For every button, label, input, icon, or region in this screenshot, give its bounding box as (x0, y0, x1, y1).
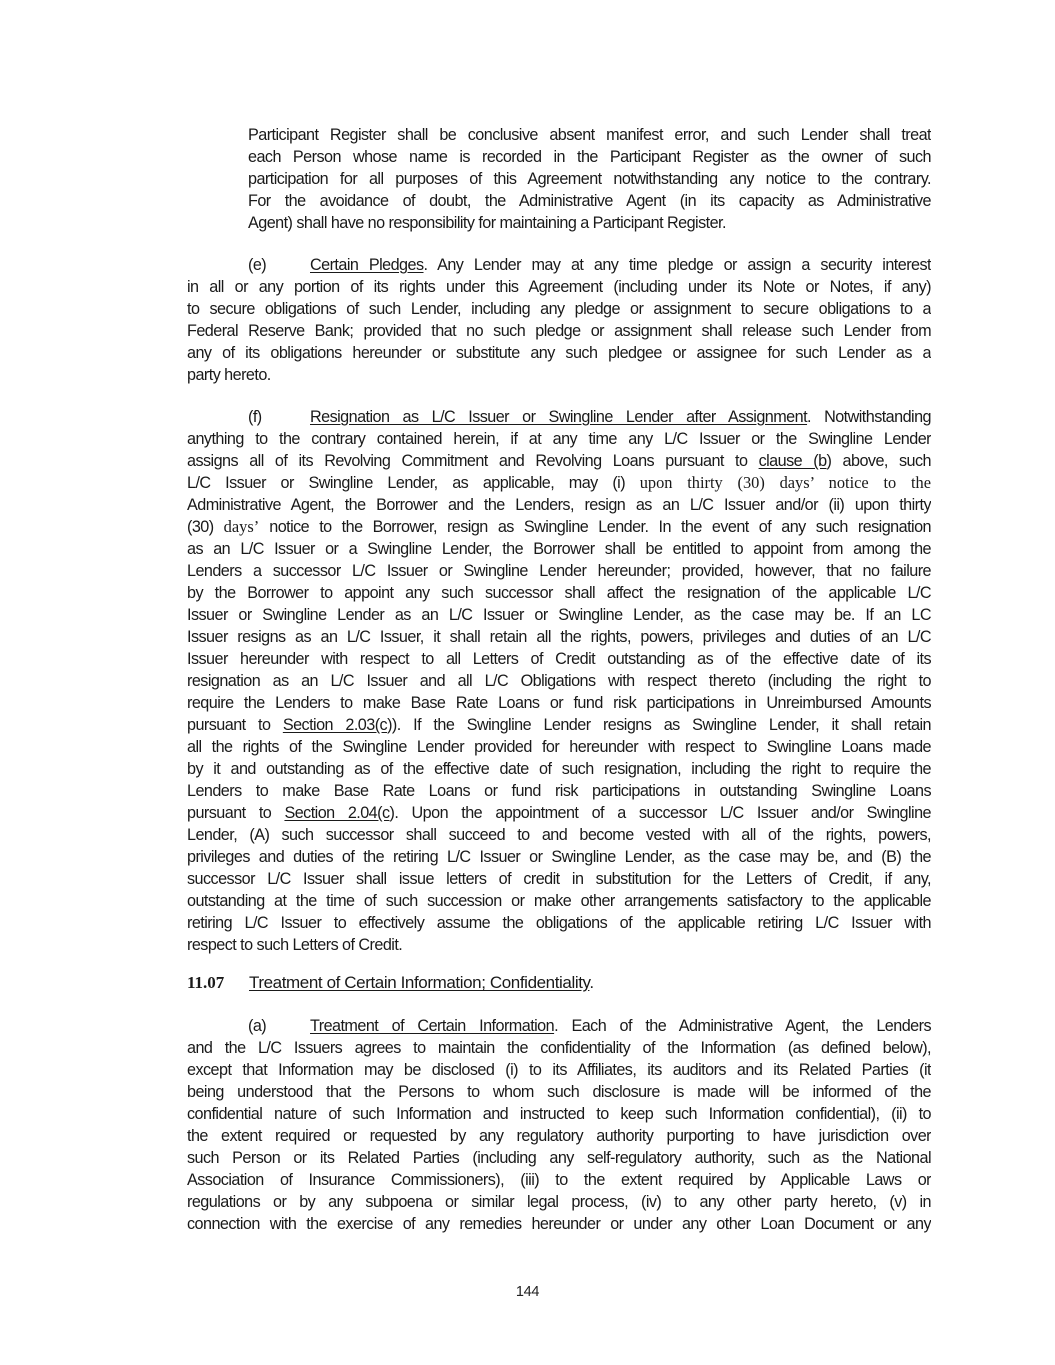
text-run: (30) (187, 518, 224, 536)
section-heading-11-07 (187, 971, 594, 995)
text-line: each Person whose name is recorded in the Participant Register as the owner of such (248, 148, 931, 166)
text-run: . Notwithstanding (807, 408, 931, 426)
text-run: assigns all of its Revolving Commitment and Revolving Loans pursuant to (187, 452, 759, 470)
text-line: Federal Reserve Bank; provided that no such pledge or assignment shall release such Lender from (187, 322, 931, 340)
text-line: retiring L/C Issuer to effectively assume the obligations of the applicable retiring L/C Issuer with (187, 914, 931, 932)
section-a-label: (a) (248, 1017, 267, 1035)
text-run: ). Upon the appointment of a successor L/C Issuer and/or Swingline (389, 804, 931, 822)
text-line: Participant Register shall be conclusive absent manifest error, and such Lender shall treat (248, 126, 931, 144)
text-line: Lender, (A) such successor shall succeed to and become vested with all of the rights, powers, (187, 826, 931, 844)
text-line: all the rights of the Swingline Lender provided for hereunder with respect to Swingline Loans made (187, 738, 931, 756)
section-number: 11.07 (187, 973, 225, 992)
text-line: being understood that the Persons to whom such disclosure is made will be informed of the (187, 1083, 931, 1101)
text-line: participation for all purposes of this Agreement notwithstanding any notice to the contrary. (248, 170, 931, 188)
text-line: and the L/C Issuers agrees to maintain the confidentiality of the Information (as defined below), (187, 1039, 931, 1057)
text-line: privileges and duties of the retiring L/C Issuer or Swingline Lender, as the case may be, and (B) the (187, 848, 931, 866)
text-line: Lenders a successor L/C Issuer or Swingline Lender hereunder; provided, however, that no failure (187, 562, 931, 580)
text-line (187, 714, 931, 736)
text-run: notice to the Borrower, resign as Swingline Lender. In the event of any such resignation (259, 518, 931, 536)
text-line: For the avoidance of doubt, the Administrative Agent (in its capacity as Administrative (248, 192, 931, 210)
text-run: ) above, such (826, 452, 931, 470)
text-line: regulations or by any subpoena or similar legal process, (iv) to any other party hereto, (v) in (187, 1193, 931, 1211)
text-line: Agent) shall have no responsibility for maintaining a Participant Register. (248, 214, 726, 232)
page-number: 144 (515, 1284, 540, 1300)
section-a-first-line (248, 1015, 931, 1037)
text-line: connection with the exercise of any remedies hereunder or under any other Loan Document or any (187, 1215, 931, 1233)
text-line: respect to such Letters of Credit. (187, 936, 403, 954)
section-a-title: Treatment of Certain Information (310, 1017, 555, 1035)
text-run-serif: days’ (223, 517, 260, 536)
text-line: such Person or its Related Parties (including any self-regulatory authority, such as the National (187, 1149, 931, 1167)
text-line (187, 802, 931, 824)
text-line: to secure obligations of such Lender, including any pledge or assignment to secure obligations to a (187, 300, 931, 318)
text-line: by the Borrower to appoint any such successor shall affect the resignation of the applicable L/C (187, 584, 931, 602)
text-line: in all or any portion of its rights under this Agreement (including under its Note or Notes, if any) (187, 278, 931, 296)
section-f-title: Resignation as L/C Issuer or Swingline Lender after Assignment (310, 408, 808, 426)
text-line: except that Information may be disclosed (i) to its Affiliates, its auditors and its Related Parties (it (187, 1061, 931, 1079)
text-line: Issuer or Swingline Lender as an L/C Issuer or Swingline Lender, as the case may be. If an LC (187, 606, 931, 624)
section-title: Treatment of Certain Information; Confidentiality (249, 973, 590, 992)
text-line (187, 450, 931, 472)
text-line: the extent required or requested by any regulatory authority purporting to have jurisdiction over (187, 1127, 931, 1145)
section-2-04c-link[interactable]: Section 2.04(c (284, 804, 390, 822)
text-run: . Any Lender may at any time pledge or assign a security interest (423, 256, 931, 274)
section-e-title: Certain Pledges (310, 256, 424, 274)
text-line: as an L/C Issuer or a Swingline Lender, the Borrower shall be entitled to appoint from among the (187, 540, 931, 558)
text-run-serif: upon thirty (30) days’ notice to the (639, 473, 931, 492)
text-line: Lenders to make Base Rate Loans or fund risk participations in outstanding Swingline Loans (187, 782, 931, 800)
text-line: Issuer resigns as an L/C Issuer, it shall retain all the rights, powers, privileges and duties of an L/C (187, 628, 931, 646)
section-e-first-line (248, 254, 931, 276)
section-2-03c-link[interactable]: Section 2.03(c (282, 716, 388, 734)
text-run: )). If the Swingline Lender resigns as Swingline Lender, it shall retain (387, 716, 931, 734)
text-line: any of its obligations hereunder or substitute any such pledgee or assignee for such Lender as a (187, 344, 931, 362)
section-title-period: . (589, 973, 594, 992)
text-run: L/C Issuer or Swingline Lender, as applicable, may (i) (187, 474, 640, 492)
text-line: Issuer hereunder with respect to all Letters of Credit outstanding as of the effective date of its (187, 650, 931, 668)
text-run: pursuant to (187, 804, 285, 822)
text-line: resignation as an L/C Issuer and all L/C Obligations with respect thereto (including the right to (187, 672, 931, 690)
text-line: Association of Insurance Commissioners), (iii) to the extent required by Applicable Laws or (187, 1171, 931, 1189)
text-line: anything to the contrary contained herein, if at any time any L/C Issuer or the Swingline Lender (187, 430, 931, 448)
text-run: . Each of the Administrative Agent, the Lenders (554, 1017, 931, 1035)
clause-b-link[interactable]: clause (b (758, 452, 827, 470)
text-line (187, 472, 931, 494)
text-line: Administrative Agent, the Borrower and the Lenders, resign as an L/C Issuer and/or (ii) upon thirty (187, 496, 931, 514)
text-line: confidential nature of such Information and instructed to keep such Information confidential), (ii) to (187, 1105, 931, 1123)
text-line: outstanding at the time of such succession or make other arrangements satisfactory to the applicable (187, 892, 931, 910)
text-line: successor L/C Issuer shall issue letters of credit in substitution for the Letters of Credit, if any, (187, 870, 931, 888)
text-line (187, 516, 931, 538)
section-f-label: (f) (248, 408, 262, 426)
text-line: require the Lenders to make Base Rate Loans or fund risk participations in Unreimbursed Amounts (187, 694, 931, 712)
text-line: by it and outstanding as of the effective date of such resignation, including the right to require the (187, 760, 931, 778)
text-line: party hereto. (187, 366, 271, 384)
text-run: pursuant to (187, 716, 283, 734)
section-e-label: (e) (248, 256, 267, 274)
section-f-first-line (248, 406, 931, 428)
